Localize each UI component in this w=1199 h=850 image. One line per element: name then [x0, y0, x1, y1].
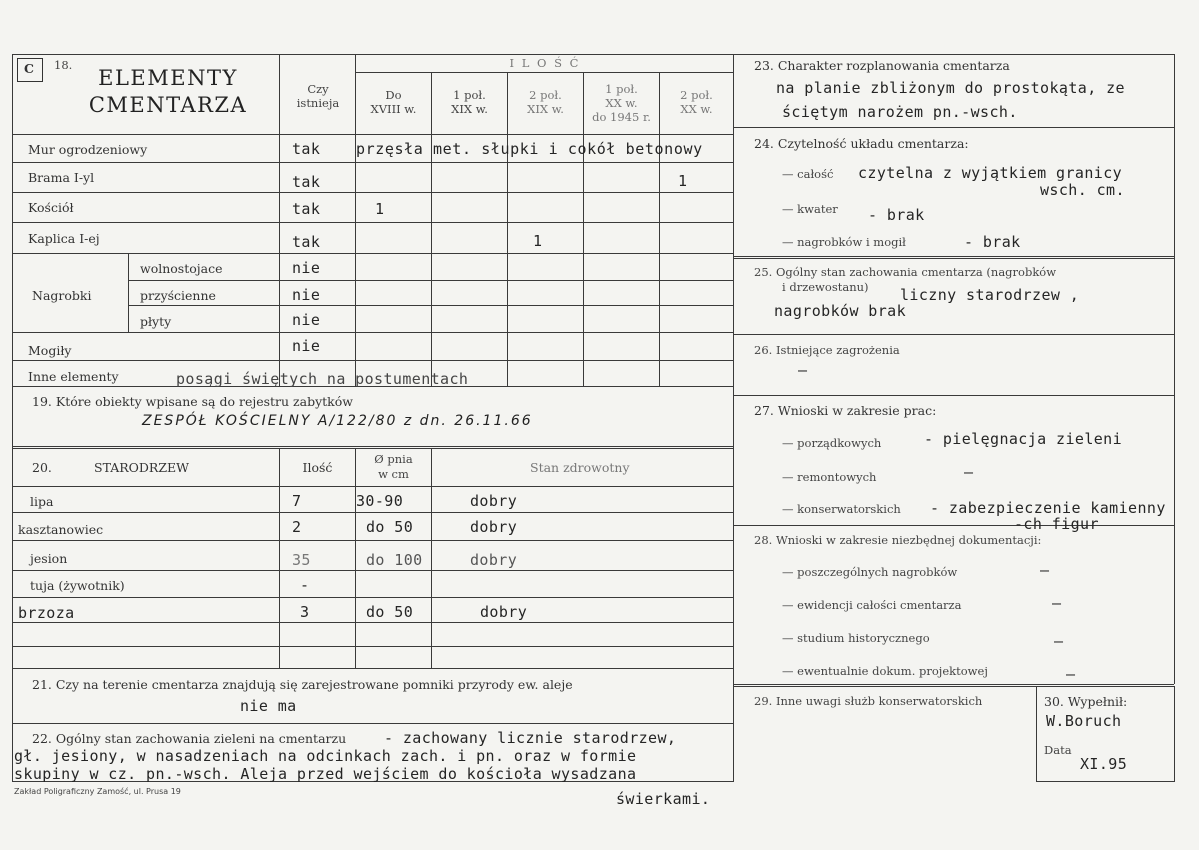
tree-3-qty: 35 [292, 551, 311, 569]
row-kaplica-value: 1 [533, 232, 543, 250]
tree-2-name: kasztanowiec [18, 522, 104, 537]
section-22-line1: - zachowany licznie starodrzew, [384, 729, 677, 747]
tree-3-dia: do 100 [366, 551, 423, 569]
row-mogily-exists: nie [292, 337, 321, 355]
section-30-date-value: XI.95 [1080, 755, 1128, 773]
section-23-label: 23. Charakter rozplanowania cmentarza [754, 58, 1010, 73]
porzadkowych-label: — porządkowych [782, 436, 882, 450]
nagrobki-wolno-label: wolnostojace [140, 261, 223, 276]
tree-4-name: tuja (żywotnik) [30, 578, 125, 593]
row-kosciol-value: 1 [375, 200, 385, 218]
tree-5-health: dobry [480, 603, 528, 621]
section-21-label: 21. Czy na terenie cmentarza znajdują się zarejestrowane pomniki przyrody ew. aleje [32, 677, 573, 692]
dok-item-1-label: — poszczególnych nagrobków [782, 565, 958, 579]
tree-5-name: brzoza [18, 604, 75, 622]
section-21-value: nie ma [240, 697, 297, 715]
dok-item-4-label: — ewentualnie dokum. projektowej [782, 664, 988, 678]
section-20-number: 20. [32, 460, 52, 475]
section-18-title-line1: ELEMENTY [98, 66, 238, 90]
calosc-value-line2: wsch. cm. [1040, 181, 1125, 199]
nagrobki-wolno-value: nie [292, 259, 321, 277]
section-26-value: — [798, 361, 808, 379]
section-18-number: 18. [54, 58, 73, 72]
row-brama-exists: tak [292, 173, 321, 191]
dok-item-1-value: — [1040, 561, 1050, 579]
tree-1-health: dobry [470, 492, 518, 510]
section-22-line3: skupiny w cz. pn.-wsch. Aleja przed wejściem do kościoła wysadzana [14, 765, 637, 783]
section-20-title: STARODRZEW [94, 460, 189, 475]
tree-2-dia: do 50 [366, 518, 414, 536]
tree-4-qty: - [300, 576, 310, 594]
row-kosciol-label: Kościół [28, 200, 74, 215]
section-25-value-line1: liczny starodrzew , [900, 286, 1080, 304]
period-5-a: 2 poł. [680, 88, 713, 102]
konserwatorskich-label: — konserwatorskich [782, 502, 901, 516]
nagrobki-plyty-value: nie [292, 311, 321, 329]
section-19-label: 19. Które obiekty wpisane są do rejestru zabytków [32, 394, 353, 409]
section-22-line2: gł. jesiony, w nasadzeniach na odcinkach zach. i pn. oraz w formie [14, 747, 637, 765]
printer-imprint: Zakład Poligraficzny Zamość, ul. Prusa 19 [14, 787, 181, 796]
section-25-label-line2: i drzewostanu) [782, 280, 869, 294]
period-3-b: XIX w. [527, 102, 564, 116]
period-4-b: XX w. [605, 96, 638, 110]
dok-item-3-value: — [1054, 632, 1064, 650]
calosc-value-line1: czytelna z wyjątkiem granicy [858, 164, 1123, 182]
nagrobki-plyty-label: płyty [140, 314, 172, 329]
period-2-b: XIX w. [451, 102, 488, 116]
section-30-label: 30. Wypełnił: [1044, 694, 1128, 709]
period-1-a: Do [385, 88, 402, 102]
row-brama-value: 1 [678, 172, 688, 190]
kwater-value: - brak [868, 206, 925, 224]
nagrobki-przys-value: nie [292, 286, 321, 304]
konserwatorskich-value-line1: - zabezpieczenie kamienny [930, 499, 1166, 517]
section-23-line2: ściętym narożem pn.-wsch. [782, 103, 1018, 121]
section-25-label-line1: 25. Ogólny stan zachowania cmentarza (nagrobków [754, 265, 1057, 279]
remontowych-label: — remontowych [782, 470, 877, 484]
row-kaplica-exists: tak [292, 233, 321, 251]
tree-2-health: dobry [470, 518, 518, 536]
row-mogily-label: Mogiły [28, 343, 72, 358]
section-24-label: 24. Czytelność układu cmentarza: [754, 136, 969, 151]
corner-letter: C [24, 61, 34, 76]
tree-3-name: jesion [30, 551, 68, 566]
col-pnia-header-line2: w cm [378, 467, 409, 481]
period-3-a: 2 poł. [529, 88, 562, 102]
czy-header-line2: istnieja [296, 96, 340, 110]
section-25-value-line2: nagrobków brak [774, 302, 907, 320]
section-30-author: W.Boruch [1046, 712, 1122, 730]
period-5-b: XX w. [680, 102, 713, 116]
row-mur-exists: tak [292, 140, 321, 158]
tree-3-health: dobry [470, 551, 518, 569]
nagrobkow-label: — nagrobków i mogił [782, 235, 906, 249]
section-19-value: ZESPÓŁ KOŚCIELNY A/122/80 z dn. 26.11.66 [142, 413, 533, 429]
col-ilosc-header: Ilość [302, 460, 333, 475]
section-23-line1: na planie zbliżonym do prostokąta, ze [776, 79, 1125, 97]
period-4-a: 1 poł. [605, 82, 638, 96]
dok-item-3-label: — studium historycznego [782, 631, 930, 645]
tree-1-dia: 30-90 [356, 492, 404, 510]
section-29-label: 29. Inne uwagi służb konserwatorskich [754, 694, 983, 708]
period-1-b: XVIII w. [370, 102, 417, 116]
remontowych-value: — [964, 463, 974, 481]
dok-item-2-value: — [1052, 594, 1062, 612]
row-kosciol-exists: tak [292, 200, 321, 218]
row-kaplica-label: Kaplica I-ej [28, 231, 100, 246]
col-stan-header: Stan zdrowotny [530, 460, 630, 475]
nagrobkow-value: - brak [964, 233, 1021, 251]
dok-item-4-value: — [1066, 665, 1076, 683]
section-26-label: 26. Istniejące zagrożenia [754, 343, 900, 357]
section-22-line4: świerkami. [616, 790, 711, 808]
section-27-label: 27. Wnioski w zakresie prac: [754, 403, 937, 418]
row-nagrobki-label: Nagrobki [32, 288, 92, 303]
col-pnia-header-line1: Ø pnia [374, 452, 413, 466]
calosc-label: — całość [782, 167, 834, 181]
row-inne-label: Inne elementy [28, 369, 119, 384]
kwater-label: — kwater [782, 202, 838, 216]
tree-1-qty: 7 [292, 492, 302, 510]
dok-item-2-label: — ewidencji całości cmentarza [782, 598, 962, 612]
row-inne-value: posągi świętych na postumentach [176, 370, 469, 388]
section-28-label: 28. Wnioski w zakresie niezbędnej dokumentacji: [754, 533, 1042, 547]
row-brama-label: Brama I-yl [28, 170, 95, 185]
tree-5-dia: do 50 [366, 603, 414, 621]
konserwatorskich-value-line2: -ch figur [1014, 515, 1099, 533]
nagrobki-przys-label: przyścienne [140, 288, 216, 303]
period-2-a: 1 poł. [453, 88, 486, 102]
section-22-label: 22. Ogólny stan zachowania zieleni na cmentarzu [32, 731, 347, 746]
porzadkowych-value: - pielęgnacja zieleni [924, 430, 1123, 448]
row-mur-label: Mur ogrodzeniowy [28, 142, 148, 157]
ilosc-header: I L O Ś Ć [509, 56, 581, 70]
section-30-date-label: Data [1044, 743, 1072, 757]
row-mur-note: przęsła met. słupki i cokół betonowy [356, 140, 703, 158]
tree-5-qty: 3 [300, 603, 310, 621]
tree-1-name: lipa [30, 494, 54, 509]
czy-header-line1: Czy [307, 82, 329, 96]
period-4-c: do 1945 r. [592, 110, 651, 124]
section-18-title-line2: CMENTARZA [88, 93, 248, 117]
tree-2-qty: 2 [292, 518, 302, 536]
